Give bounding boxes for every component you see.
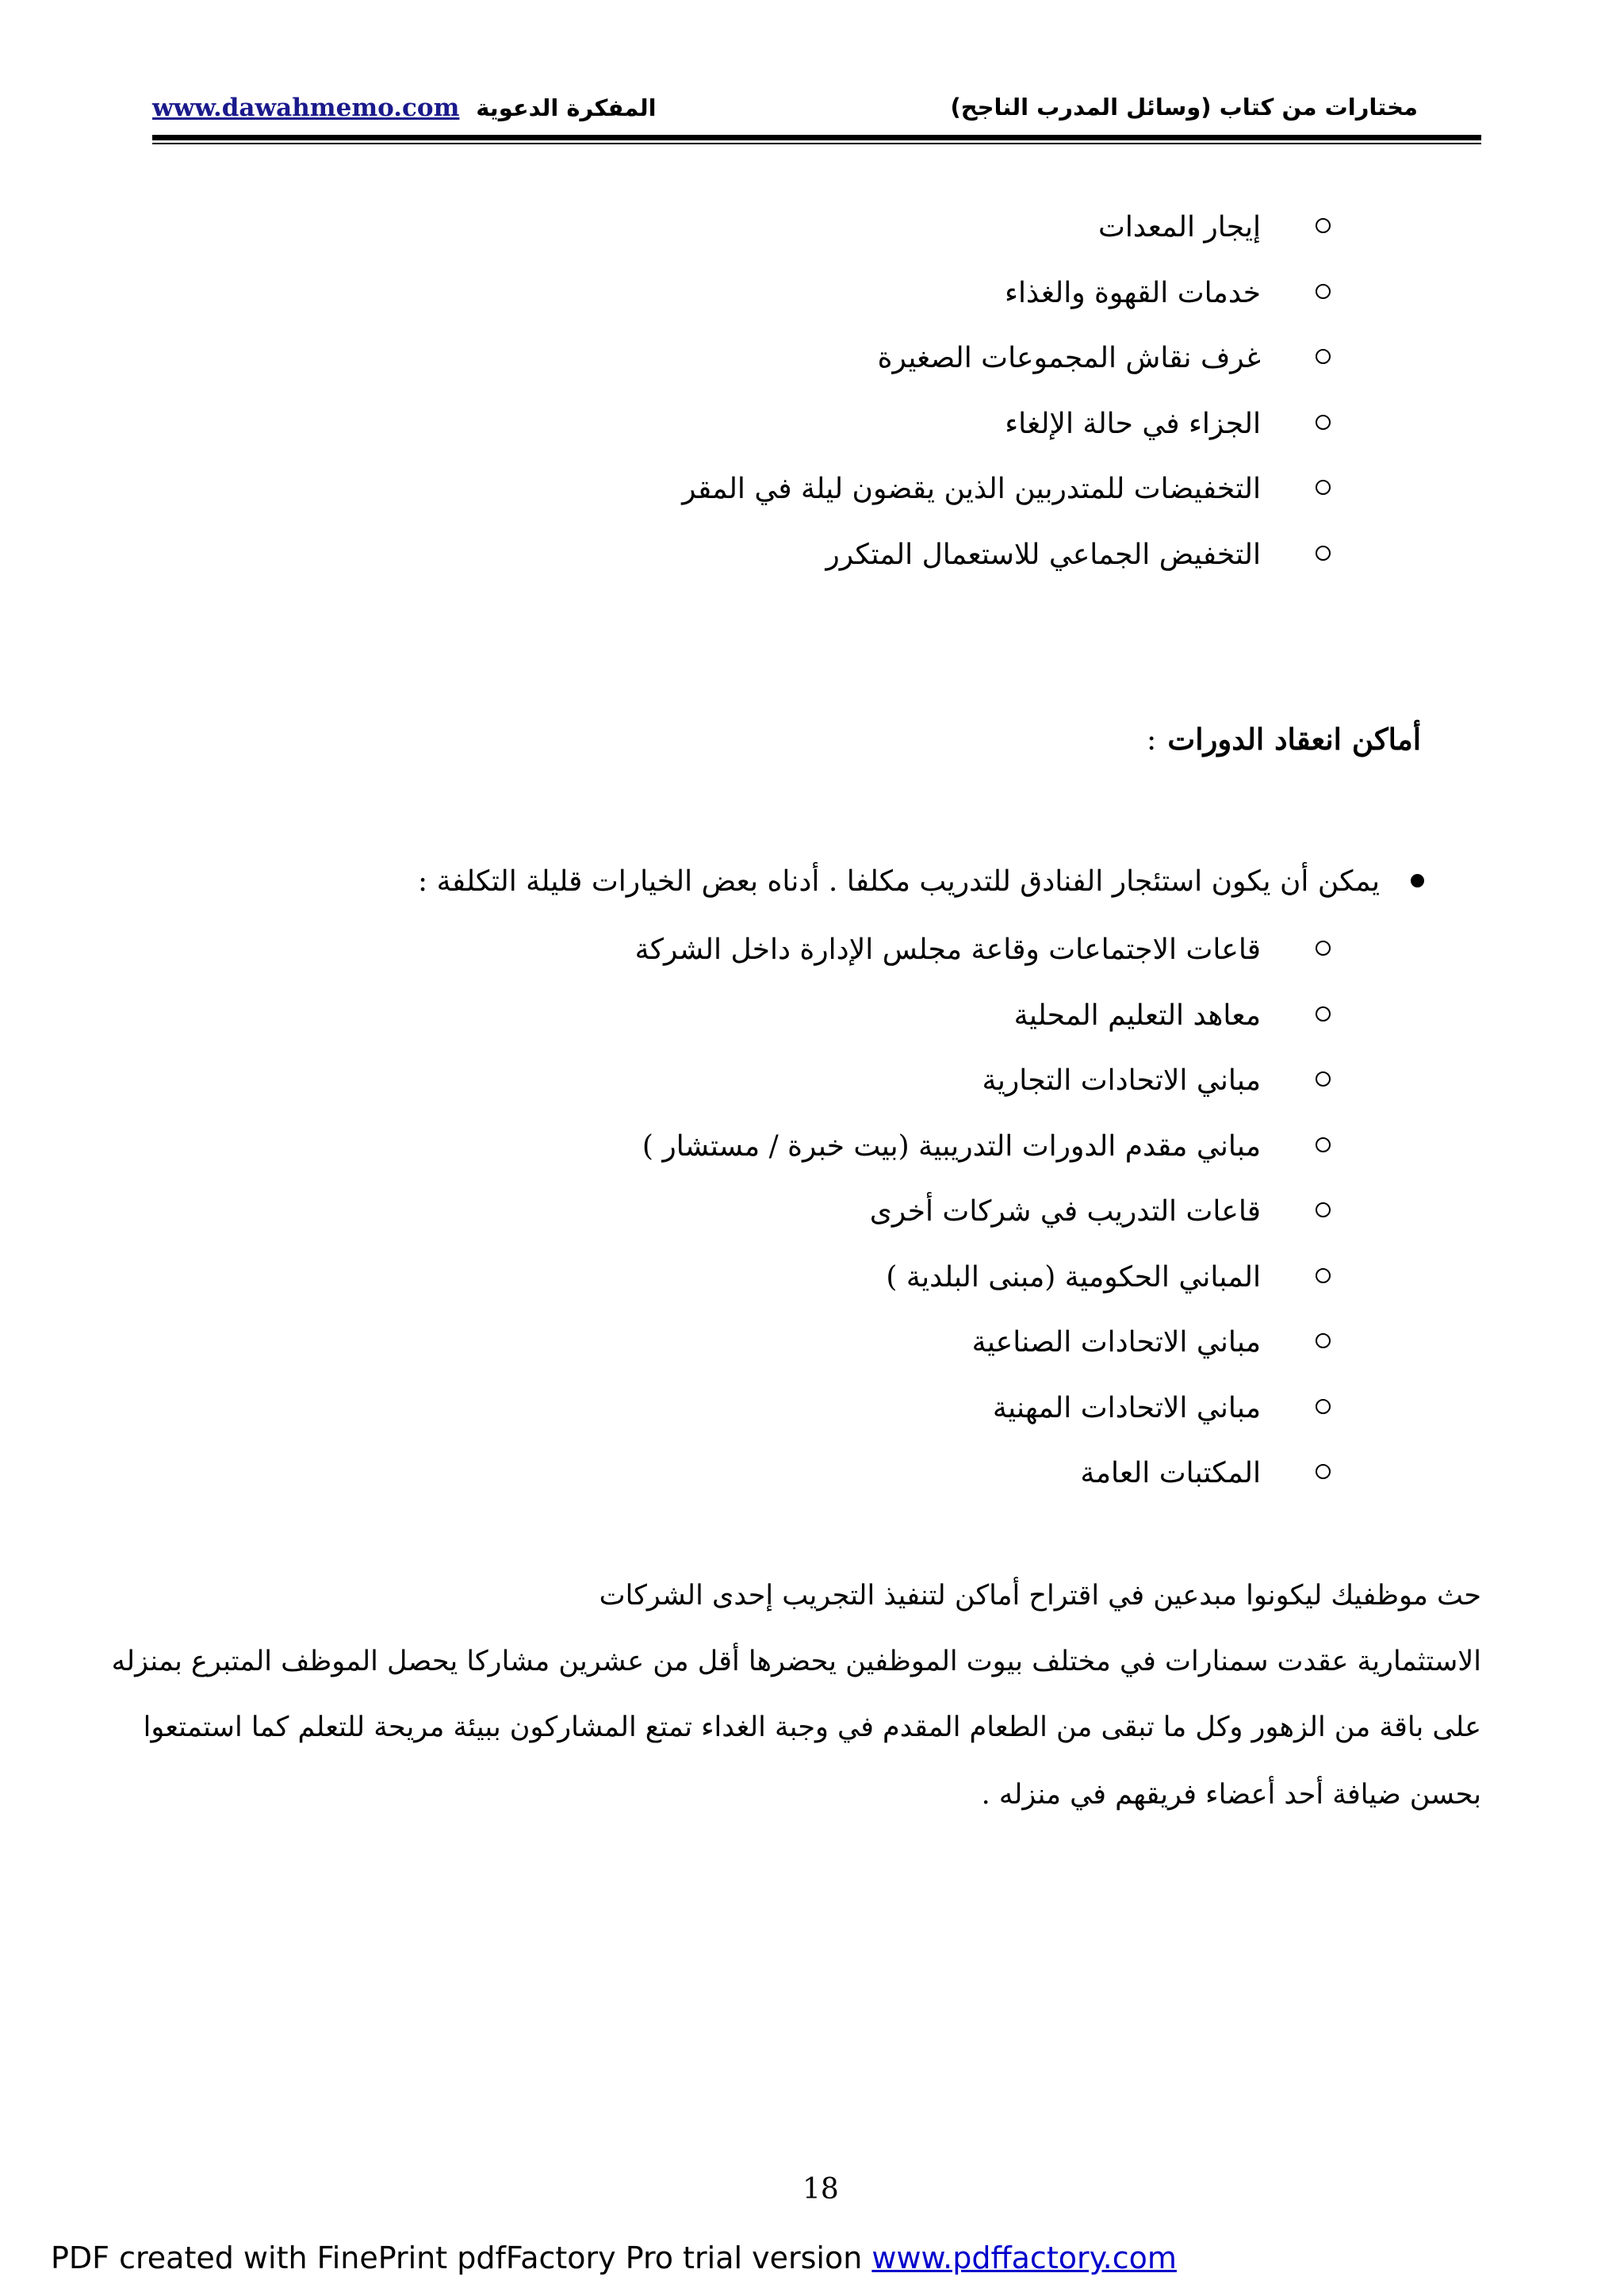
header-book-title: مختارات من كتاب (وسائل المدرب الناجح) (950, 94, 1418, 121)
list-item (635, 1048, 1331, 1114)
circle-bullet-icon (1316, 1137, 1331, 1152)
circle-bullet-icon (1316, 349, 1331, 364)
paragraph-line: على باقة من الزهور وكل ما تبقى من الطعام المقدم في وجبة الغداء تمتع المشاركون ببيئة مريحة للتعلم كما استمتعوا (143, 1711, 1481, 1743)
list-item-label: قاعات التدريب في شركات أخرى (869, 1195, 1261, 1228)
list-item-label: معاهد التعليم المحلية (1013, 999, 1261, 1032)
circle-bullet-icon (1316, 480, 1331, 495)
circle-bullet-icon (1316, 1268, 1331, 1283)
circle-bullet-icon (1316, 1399, 1331, 1414)
list-item (682, 195, 1331, 261)
list-item (635, 1245, 1331, 1311)
circle-bullet-icon (1316, 1006, 1331, 1022)
list-item-label: مباني الاتحادات المهنية (992, 1391, 1261, 1424)
circle-bullet-icon (1316, 218, 1331, 233)
disc-bullet-icon (1411, 874, 1424, 887)
list-item-label: مباني الاتحادات التجارية (982, 1064, 1261, 1097)
list-item (635, 918, 1331, 983)
list-item-label: الجزاء في حالة الإلغاء (1005, 407, 1261, 440)
list-item (682, 261, 1331, 327)
list-item (635, 983, 1331, 1049)
list-item (682, 326, 1331, 392)
list-item-label: قاعات الاجتماعات وقاعة مجلس الإدارة داخل الشركة (634, 933, 1261, 966)
list-item (682, 523, 1331, 588)
list-item-label: التخفيضات للمتدربين الذين يقضون ليلة في المقر (682, 473, 1261, 505)
section-heading-colon: : (1146, 723, 1157, 757)
circle-bullet-icon (1316, 1071, 1331, 1087)
list-item-label: التخفيض الجماعي للاستعمال المتكرر (825, 538, 1261, 571)
circle-bullet-icon (1316, 546, 1331, 561)
circle-bullet-icon (1316, 1333, 1331, 1348)
section-heading-text: أماكن انعقاد الدورات (1167, 722, 1421, 757)
header-url-link[interactable]: www.dawahmemo.com (152, 94, 460, 122)
list-item (682, 392, 1331, 458)
pdf-footer-text: PDF created with FinePrint pdfFactory Pro trial version (51, 2240, 863, 2275)
circle-bullet-icon (1316, 1202, 1331, 1217)
list-item (682, 457, 1331, 523)
list-item-label: مباني الاتحادات الصناعية (971, 1326, 1261, 1359)
list-item (635, 1441, 1331, 1507)
pdf-footer-link[interactable]: www.pdffactory.com (871, 2240, 1177, 2275)
page-header (152, 94, 1481, 132)
main-bullet (418, 861, 1424, 903)
list-item (635, 1376, 1331, 1442)
paragraph-line: حث موظفيك ليكونوا مبدعين في اقتراح أماكن لتنفيذ التجريب إحدى الشركات (599, 1580, 1481, 1612)
header-rule-thin (152, 143, 1481, 144)
circle-bullet-icon (1316, 415, 1331, 430)
list-item-label: غرف نقاش المجموعات الصغيرة (877, 342, 1261, 374)
page-number: 18 (802, 2173, 839, 2206)
venues-list (635, 918, 1331, 1507)
circle-bullet-icon (1316, 1464, 1331, 1479)
list-item-label: المكتبات العامة (1080, 1457, 1261, 1489)
list-item-label: خدمات القهوة والغذاء (1005, 276, 1261, 309)
paragraph-line: بحسن ضيافة أحد أعضاء فريقهم في منزله . (981, 1779, 1481, 1811)
header-rule (152, 135, 1481, 140)
list-item (635, 1114, 1331, 1180)
paragraph-line: الاستثمارية عقدت سمنارات في مختلف بيوت الموظفين يحضرها أقل من عشرين مشاركا يحصل الموظف المتبرع بمنزله (111, 1646, 1481, 1677)
top-list (682, 195, 1331, 588)
list-item (635, 1310, 1331, 1376)
list-item-label: مباني مقدم الدورات التدريبية (بيت خبرة / مستشار ) (642, 1129, 1261, 1163)
list-item-label: المباني الحكومية (مبنى البلدية ) (886, 1260, 1261, 1294)
pdf-footer (51, 2240, 1177, 2275)
circle-bullet-icon (1316, 941, 1331, 956)
list-item (635, 1179, 1331, 1245)
section-heading (1147, 722, 1421, 757)
main-bullet-text: يمكن أن يكون استئجار الفنادق للتدريب مكلفا . أدناه بعض الخيارات قليلة التكلفة : (418, 865, 1380, 898)
list-item-label: إيجار المعدات (1098, 211, 1261, 243)
circle-bullet-icon (1316, 284, 1331, 299)
header-site-name: المفكرة الدعوية (476, 94, 657, 121)
header-site-info (152, 94, 657, 122)
